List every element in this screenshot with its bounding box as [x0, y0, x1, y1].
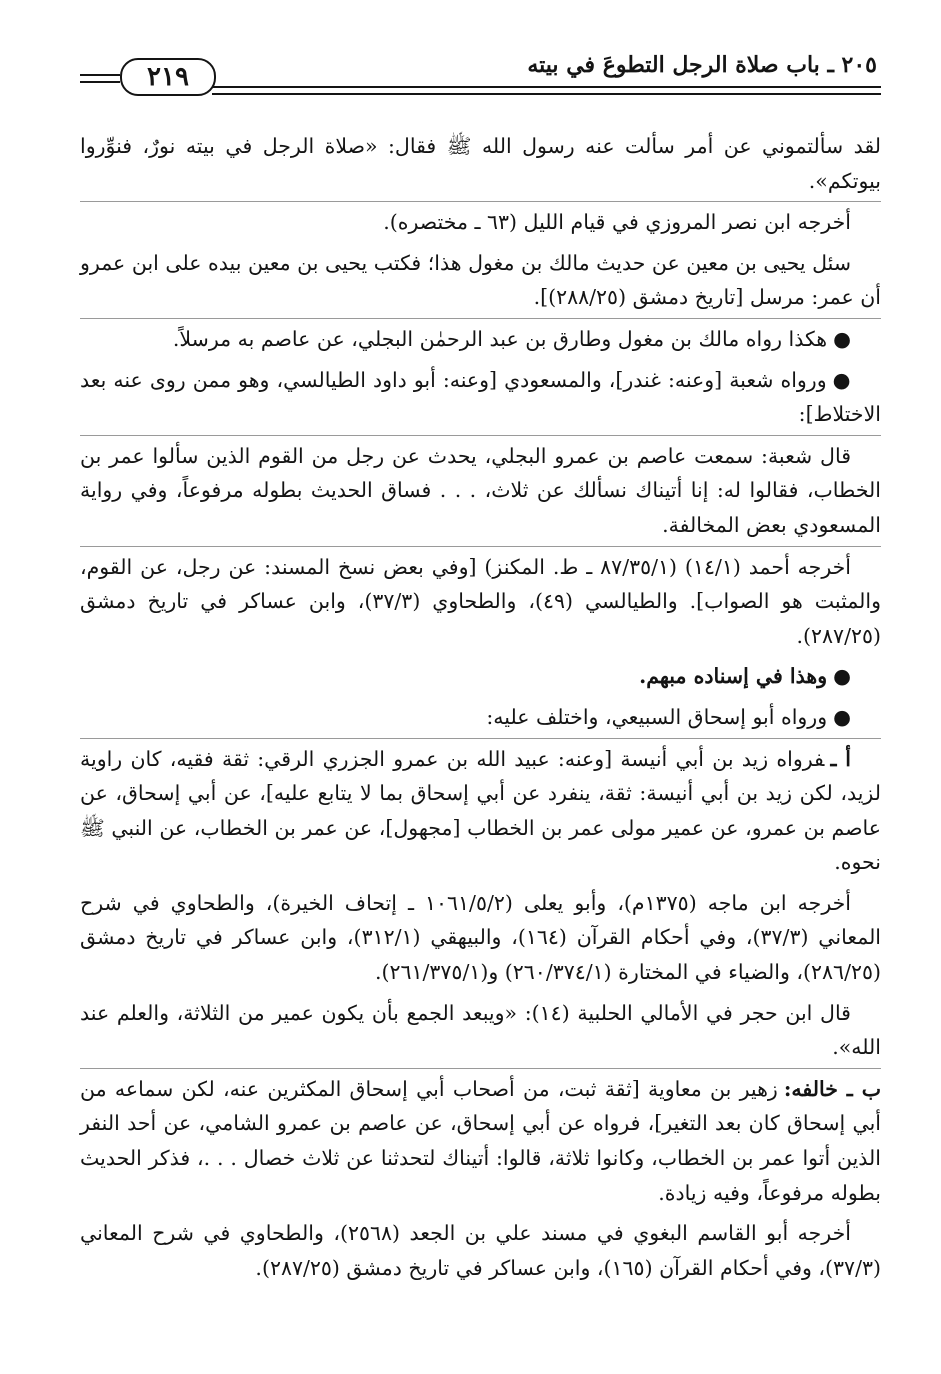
paragraph-text: أخرجه أبو القاسم البغوي في مسند علي بن الجعد (٢٥٦٨)، والطحاوي في شرح المعاني (٣٧/٣)، وفي أحكام القرآن (١٦٥)، وابن عساكر في تاريخ دمشق (٢٨٧/٢٥).	[80, 1221, 881, 1280]
bullet-marker: ●	[833, 326, 851, 351]
paragraph-text: سئل يحيى بن معين عن حديث مالك بن مغول هذا؛ فكتب يحيى بن معين بيده على ابن عمرو أن عمر: مرسل [تاريخ دمشق (٢٨٨/٢٥)].	[80, 250, 881, 310]
paragraph-text: هكذا رواه مالك بن مغول وطارق بن عبد الرحمٰن البجلي، عن عاصم به مرسلاً.	[172, 326, 828, 351]
paragraph	[80, 126, 881, 202]
list-marker: ب ـ خالفه:	[783, 1076, 882, 1101]
paragraph-text: قال ابن حجر في الأمالي الحلبية (١٤): «ويبعد الجمع بأن يكون عمير من الثلاثة، والعلم عند الله».	[80, 1000, 881, 1060]
page-header	[80, 50, 881, 100]
paragraph	[80, 656, 881, 697]
paragraph	[80, 360, 881, 436]
paragraph	[80, 202, 881, 243]
paragraph	[80, 1069, 881, 1213]
paragraph-text: أخرجه ابن نصر المروزي في قيام الليل (٦٣ ـ مختصره).	[383, 210, 851, 235]
paragraph	[80, 319, 881, 360]
list-marker: أ ـ	[830, 746, 852, 771]
header-rule-right	[212, 86, 881, 95]
paragraph-text: ورواه شعبة [وعنه: غندر]، والمسعودي [وعنه: أبو داود الطيالسي، وهو ممن روى عنه بعد الاختلاط]:	[80, 367, 881, 427]
running-title: ٢٠٥ ـ باب صلاة الرجل التطوعَ في بيته	[527, 52, 877, 78]
page-number-frame	[120, 58, 216, 96]
paragraph-text: فرواه زيد بن أبي أنيسة [وعنه: عبيد الله بن عمرو الجزري الرقي: ثقة فقيه، كان راوية لزيد، لكن زيد بن أبي أنيسة: ثقة، ينفرد عن أبي إسحاق بما لا يتابع عليه]، عن أبي إسحاق، عن عاصم بن عمرو، عن عمير مولى عمر بن الخطاب [مجهول]، عن عمر بن الخطاب، عن النبي ﷺ نحوه.	[80, 746, 881, 875]
paragraph	[80, 697, 881, 739]
page-number: ٢١٩	[147, 62, 189, 92]
paragraph-text: لقد سألتموني عن أمر سألت عنه رسول الله ﷺ فقال: «صلاة الرجل في بيته نورٌ، فنوِّروا بيوتكم».	[80, 134, 881, 193]
paragraph	[80, 993, 881, 1069]
paragraph	[80, 1213, 881, 1288]
paragraph	[80, 436, 881, 547]
paragraph-text: أخرجه ابن ماجه (١٣٧٥م)، وأبو يعلى (١٠٦١/٥/٢ ـ إتحاف الخيرة)، والطحاوي في شرح المعاني (٣٧/٣)، وفي أحكام القرآن (١٦٤)، والبيهقي (٣١٢/١)، وابن عساكر في تاريخ دمشق (٢٨٦/٢٥)، والضياء في المختارة (٢٦٠/٣٧٤/١) و(٢٦١/٣٧٥/١).	[80, 890, 882, 985]
bullet-marker: ●	[833, 664, 851, 689]
paragraph	[80, 739, 881, 883]
header-rule-left	[80, 74, 120, 83]
body-text	[80, 126, 881, 1288]
paragraph-text: زهير بن معاوية [ثقة ثبت، من أصحاب أبي إسحاق المكثرين عنه، لكن سماعه من أبي إسحاق كان بعد التغير]، فرواه عن أبي إسحاق، عن عاصم بن عمرو الشامي، عن أحد النفر الذين أتوا عمر بن الخطاب، وكانوا ثلاثة، قالوا: أتيناك لتحدثنا عن ثلاث خصال . . .، فذكر الحديث بطوله مرفوعاً، وفيه زيادة.	[80, 1076, 881, 1205]
bullet-marker: ●	[832, 367, 852, 392]
paragraph-text: وهذا في إسناده مبهم.	[639, 664, 828, 689]
paragraph-text: أخرجه أحمد (١٤/١) (٨٧/٣٥/١ ـ ط. المكنز) [وفي بعض نسخ المسند: عن رجل، عن القوم، والمثبت هو الصواب]. والطيالسي (٤٩)، والطحاوي (٣٧/٣)، وابن عساكر في تاريخ دمشق (٢٨٧/٢٥).	[80, 554, 881, 648]
paragraph	[80, 243, 881, 319]
paragraph-text: ورواه أبو إسحاق السبيعي، واختلف عليه:	[486, 704, 828, 729]
bullet-marker: ●	[833, 704, 851, 729]
paragraph	[80, 883, 881, 993]
paragraph-text: قال شعبة: سمعت عاصم بن عمرو البجلي، يحدث عن رجل من القوم الذين سألوا عمر بن الخطاب، فقالوا له: إنا أتيناك نسألك عن ثلاث، . . . فساق الحديث بطوله مرفوعاً، وفي رواية المسعودي بعض المخالفة.	[80, 443, 881, 537]
paragraph	[80, 547, 881, 657]
